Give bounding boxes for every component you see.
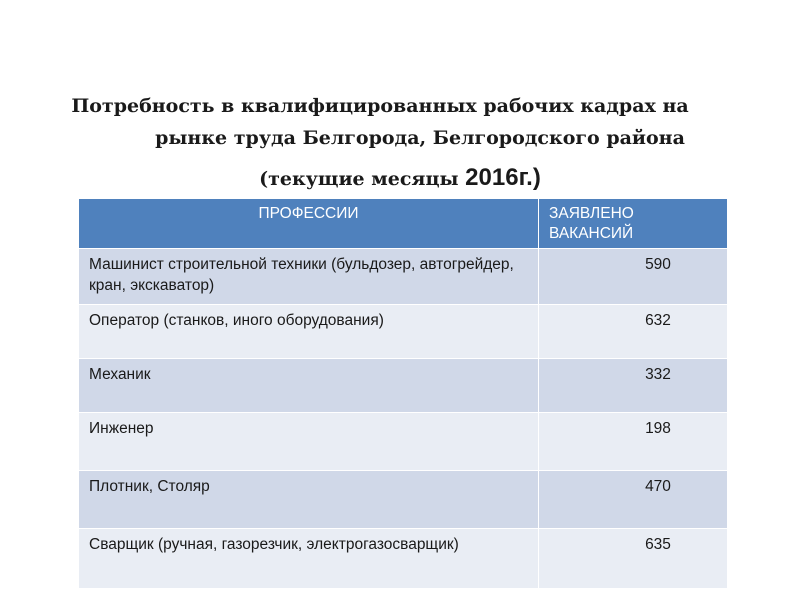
vacancies-table xyxy=(78,198,728,589)
header-vacancies-line2: ВАКАНСИЙ xyxy=(549,225,634,242)
title-line-2: рынке труда Белгорода, Белгородского района xyxy=(155,127,685,149)
header-vacancies-line1: ЗАЯВЛЕНО xyxy=(549,205,634,222)
header-profession: ПРОФЕССИИ xyxy=(79,199,539,249)
title-line-3 xyxy=(30,162,770,195)
cell-profession: Механик xyxy=(79,359,539,413)
table-row xyxy=(79,471,728,529)
title-year: 2016г.) xyxy=(465,164,541,191)
cell-vacancies: 198 xyxy=(539,413,728,471)
table-row xyxy=(79,305,728,359)
cell-profession: Машинист строительной техники (бульдозер, автогрейдер, кран, экскаватор) xyxy=(79,249,539,305)
cell-profession: Оператор (станков, иного оборудования) xyxy=(79,305,539,359)
cell-vacancies: 632 xyxy=(539,305,728,359)
table-header-row xyxy=(79,199,728,249)
cell-vacancies: 332 xyxy=(539,359,728,413)
cell-vacancies: 635 xyxy=(539,529,728,589)
table-row xyxy=(79,529,728,589)
cell-vacancies: 590 xyxy=(539,249,728,305)
header-vacancies xyxy=(539,199,728,249)
title-period: (текущие месяцы xyxy=(259,168,466,190)
cell-profession: Плотник, Столяр xyxy=(79,471,539,529)
cell-profession: Инженер xyxy=(79,413,539,471)
cell-profession: Сварщик (ручная, газорезчик, электрогазосварщик) xyxy=(79,529,539,589)
table-row xyxy=(79,249,728,305)
table-row xyxy=(79,413,728,471)
page-title xyxy=(30,90,770,195)
title-line-1: Потребность в квалифицированных рабочих кадрах на xyxy=(71,95,689,117)
table-row xyxy=(79,359,728,413)
cell-vacancies: 470 xyxy=(539,471,728,529)
